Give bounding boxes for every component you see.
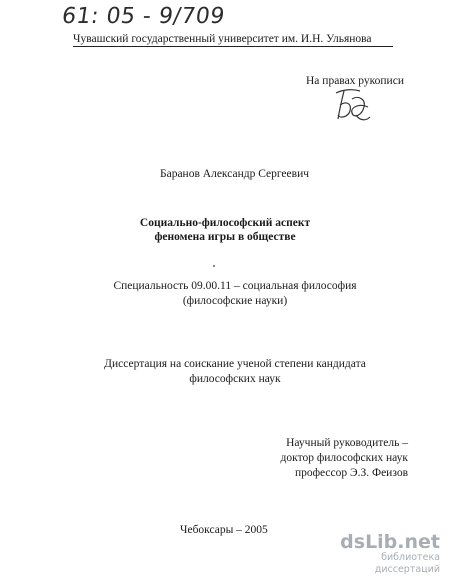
watermark-caption: библиотека диссертаций	[374, 552, 440, 575]
supervisor-line-2: доктор философских наук	[280, 452, 408, 464]
watermark-logo: dsLib.net	[340, 531, 440, 553]
rights-note: На правах рукописи	[306, 75, 404, 87]
watermark	[328, 532, 440, 576]
scan-speck	[213, 265, 215, 267]
degree-line-1: Диссертация на соискание ученой степени кандидата	[104, 358, 366, 370]
title-line-1: Социально-философский аспект	[139, 217, 311, 229]
supervisor-block	[238, 436, 408, 481]
degree-line-2: философских наук	[189, 373, 281, 385]
university-name: Чувашский государственный университет им. И.Н. Ульянова	[73, 33, 393, 47]
specialty-line-2: (философские науки)	[182, 295, 288, 307]
specialty-block	[100, 279, 370, 309]
signature-icon	[330, 85, 374, 127]
dissertation-degree	[90, 357, 380, 387]
supervisor-line-1: Научный руководитель –	[286, 437, 408, 449]
dissertation-title	[120, 216, 330, 244]
title-line-2: феномена игры в обществе	[154, 231, 296, 243]
specialty-line-1: Специальность 09.00.11 – социальная философия	[113, 280, 357, 292]
author-name: Баранов Александр Сергеевич	[160, 168, 310, 180]
handwritten-code: 61: 05 - 9/709	[60, 4, 227, 29]
supervisor-line-3: профессор Э.З. Феизов	[294, 467, 408, 479]
city-year: Чебоксары – 2005	[180, 524, 268, 536]
